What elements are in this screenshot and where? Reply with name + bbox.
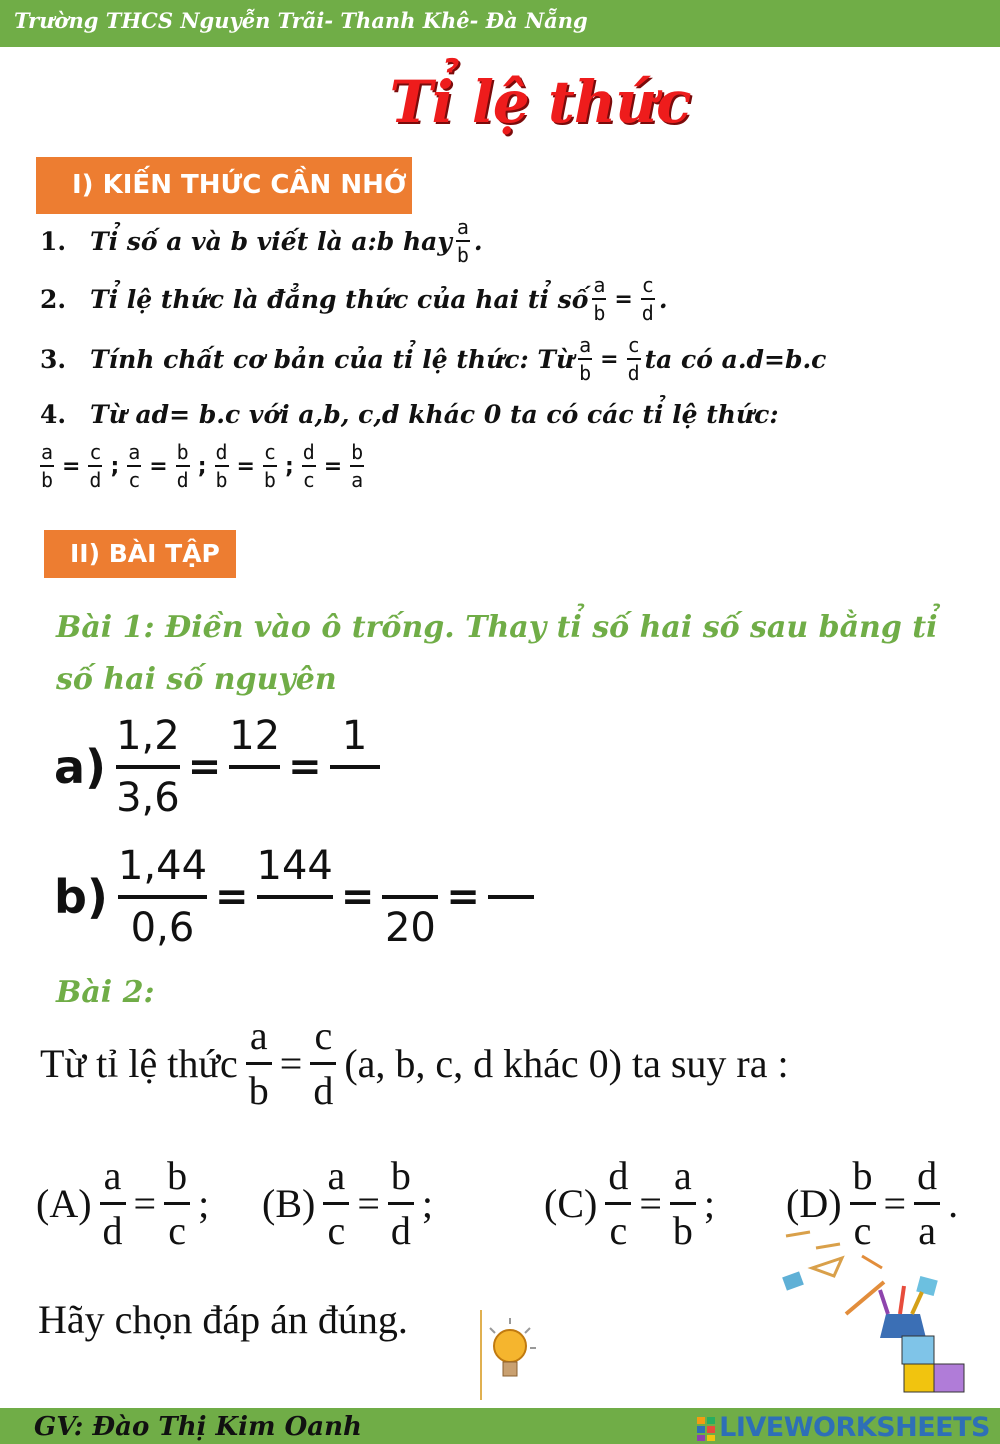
- fraction: $\frac{c}{d}$: [641, 273, 654, 325]
- bai2-title: Bài 2:: [56, 975, 155, 1010]
- page-title: Tỉ lệ thức: [389, 68, 691, 136]
- footer-bar: [0, 1408, 1000, 1444]
- fraction: $\frac{c}{d}$: [627, 333, 640, 385]
- fraction: a b: [246, 1012, 272, 1115]
- option-a[interactable]: (A) a d = b c ;: [36, 1153, 210, 1253]
- fraction: c d: [310, 1012, 336, 1115]
- knowledge-item-3: 3. Tính chất cơ bản của tỉ lệ thức: Từ $\frac{a}{b}$ = $\frac{c}{d}$ ta có a.d=b.c: [40, 333, 827, 385]
- option-b[interactable]: (B) a c = b d ;: [262, 1153, 434, 1253]
- school-supplies-illustration: [776, 1228, 990, 1398]
- lightbulb-icon: [478, 1310, 544, 1400]
- knowledge-item-1: 1. Tỉ số a và b viết là a:b hay $\frac{a}{b}$ .: [40, 215, 483, 267]
- brand-logo: LIVEWORKSHEETS: [697, 1412, 990, 1443]
- header-bar: [0, 0, 1000, 47]
- bai1-title-line2: số hai số nguyên: [56, 662, 337, 697]
- option-c[interactable]: (C) d c = a b ;: [544, 1153, 716, 1253]
- bai1-part-b: b) 1,44 0,6 = 144 = 20 =: [54, 840, 534, 954]
- fraction: 12: [229, 710, 280, 824]
- brand-icon: [697, 1417, 715, 1441]
- section-heading-knowledge: I) KIẾN THỨC CẦN NHỚ: [36, 157, 412, 214]
- fraction: $\frac{a}{b}$: [456, 215, 469, 267]
- option-d[interactable]: (D) b c = d a .: [786, 1153, 959, 1253]
- section-heading-exercises: II) BÀI TẬP: [44, 530, 236, 578]
- bai1-part-a: a) 1,2 3,6 = 12 = 1: [54, 710, 380, 824]
- fraction: [488, 840, 534, 954]
- fraction: 1: [330, 710, 380, 824]
- school-name: Trường THCS Nguyễn Trãi- Thanh Khê- Đà Nẵng: [14, 8, 588, 33]
- knowledge-item-2: 2. Tỉ lệ thức là đẳng thức của hai tỉ số $\frac{a}{b}$ = $\frac{c}{d}$ .: [40, 273, 668, 325]
- knowledge-item-4: 4. Từ ad= b.c với a,b, c,d khác 0 ta có các tỉ lệ thức:: [40, 400, 779, 429]
- proportion-list: $\frac{a}{b}$ = $\frac{c}{d}$ ; $\frac{a}{c}$ = $\frac{b}{d}$ ; $\frac{d}{b}$ = $\frac{c}{b}$ ; $\frac{d}{c}$ = $\frac{b}{a}$: [40, 440, 364, 492]
- fraction: 144: [257, 840, 333, 954]
- author-name: GV: Đào Thị Kim Oanh: [34, 1412, 362, 1442]
- fraction: $\frac{a}{b}$: [593, 273, 606, 325]
- fraction: 1,44 0,6: [117, 843, 208, 951]
- bai2-instruction: Hãy chọn đáp án đúng.: [38, 1297, 408, 1342]
- fraction: 20: [382, 840, 438, 954]
- fraction: 1,2 3,6: [116, 713, 180, 821]
- bai1-title-line1: Bài 1: Điền vào ô trống. Thay tỉ số hai số sau bằng tỉ: [56, 610, 938, 645]
- fraction: $\frac{a}{b}$: [579, 333, 592, 385]
- bai2-prompt: Từ tỉ lệ thức a b = c d (a, b, c, d khác 0) ta suy ra :: [40, 1013, 789, 1113]
